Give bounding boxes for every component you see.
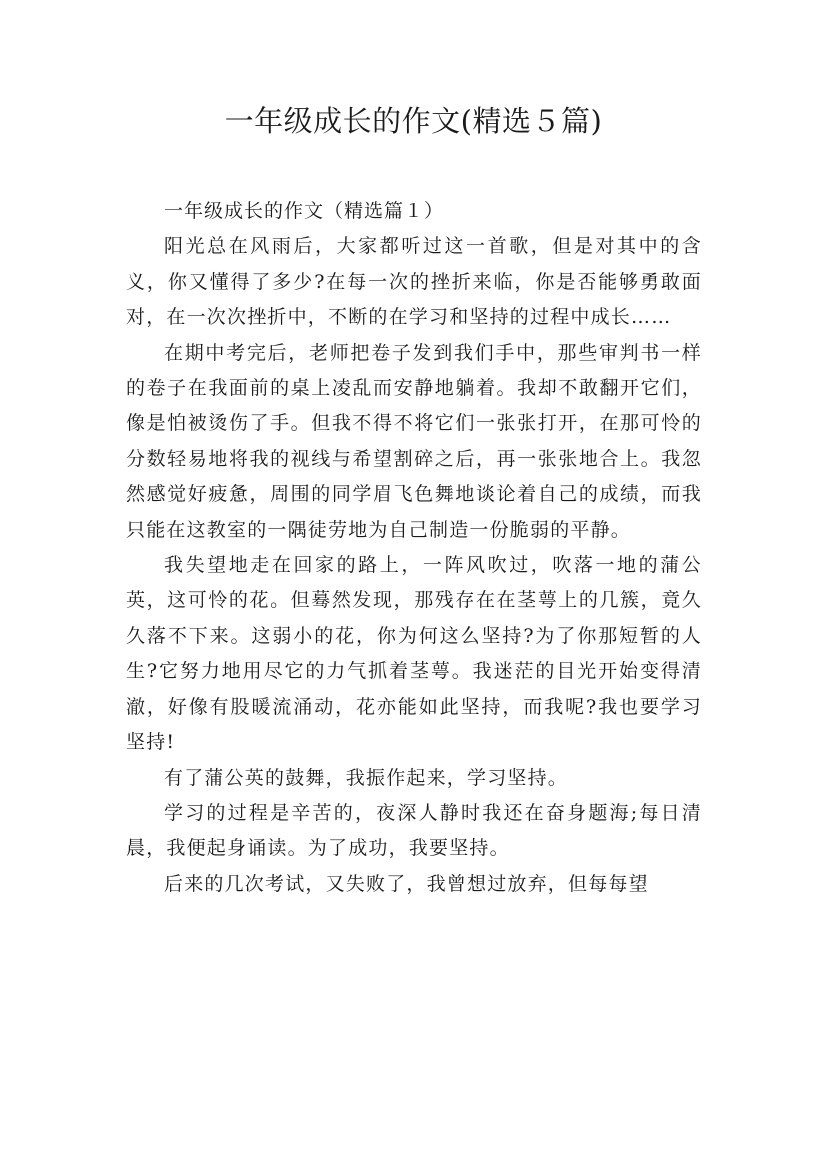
paragraph-2: 在期中考完后，老师把卷子发到我们手中，那些审判书一样的卷子在我面前的桌上凌乱而安静地躺着。我却不敢翻开它们，像是怕被烫伤了手。但我不得不将它们一张张打开，在那可怜的分数轻易地将我的视线与希望割碎之后，再一张张地合上。我忽然感觉好疲惫，周围的同学眉飞色舞地谈论着自己的成绩，而我只能在这教室的一隅徒劳地为自己制造一份脆弱的平静。 — [126, 341, 702, 541]
document-body — [126, 194, 702, 902]
paragraph-1: 阳光总在风雨后，大家都听过这一首歌，但是对其中的含义，你又懂得了多少?在每一次的挫折来临，你是否能够勇敢面对，在一次次挫折中，不断的在学习和坚持的过程中成长…… — [126, 235, 702, 329]
paragraph-4: 有了蒲公英的鼓舞，我振作起来，学习坚持。 — [164, 766, 569, 789]
paragraph-5: 学习的过程是辛苦的，夜深人静时我还在奋身题海;每日清晨，我便起身诵读。为了成功，我要坚持。 — [126, 801, 702, 860]
document-title: 一年级成长的作文(精选５篇) — [224, 104, 603, 138]
section-heading: 一年级成长的作文（精选篇１） — [164, 200, 445, 222]
paragraph-3: 我失望地走在回家的路上，一阵风吹过，吹落一地的蒲公英，这可怜的花。但蓦然发现，那残存在在茎萼上的几簇，竟久久落不下来。这弱小的花，你为何这么坚持?为了你那短暂的人生?它努力地用尽它的力气抓着茎萼。我迷茫的目光开始变得清澈，好像有股暖流涌动，花亦能如此坚持，而我呢?我也要学习坚持! — [126, 554, 702, 754]
paragraph-6: 后来的几次考试，又失败了，我曾想过放弃，但每每望 — [164, 872, 649, 895]
